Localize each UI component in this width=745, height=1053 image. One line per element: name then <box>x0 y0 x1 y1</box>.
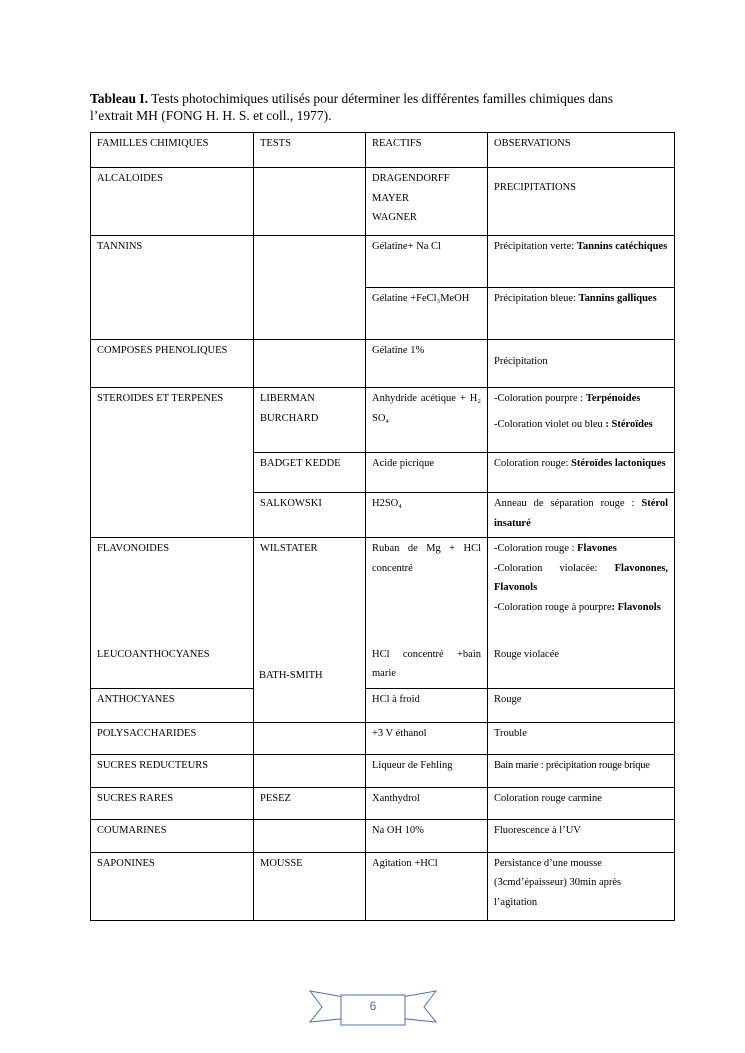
observation-cell: Rouge <box>488 688 675 722</box>
test-cell <box>254 168 366 236</box>
table-row <box>91 644 675 689</box>
observation-cell <box>488 388 675 453</box>
observation-line: (3cmd’épaisseur) 30min après <box>494 877 622 888</box>
test-cell <box>254 340 366 388</box>
table-row <box>91 168 675 236</box>
observation-cell: Coloration rouge carmine <box>488 787 675 819</box>
observation-text: -Coloration rouge : <box>494 543 578 554</box>
reactif-line: MAYER <box>372 192 409 204</box>
test-cell <box>254 754 366 787</box>
family-cell: SUCRES REDUCTEURS <box>91 754 254 787</box>
observation-result: Tannins catéchiques <box>576 241 668 252</box>
header-tests: TESTS <box>254 133 366 168</box>
observation-line: Persistance d’une mousse <box>494 857 602 869</box>
test-cell: SALKOWSKI <box>254 493 366 538</box>
observation-cell <box>488 453 675 493</box>
table-row <box>91 722 675 754</box>
test-cell: BADGET KEDDE <box>254 453 366 493</box>
observation-text: Précipitation bleue: <box>494 293 579 304</box>
observation-result: Stérol insaturé <box>494 498 668 529</box>
table-row <box>91 754 675 787</box>
reactif-cell: HCl à froid <box>366 688 488 722</box>
test-cell <box>254 236 366 340</box>
observation-cell: Trouble <box>488 722 675 754</box>
reactif-cell: Gélatine+ Na Cl <box>366 236 488 288</box>
observation-cell <box>488 538 675 644</box>
observation-cell <box>488 288 675 340</box>
caption-label: Tableau I. <box>90 91 149 106</box>
observation-text: Précipitation <box>494 356 548 367</box>
table-row <box>91 538 675 644</box>
test-cell: PESEZ <box>254 787 366 819</box>
observation-cell: Rouge violacée <box>488 644 675 689</box>
family-cell: ANTHOCYANES <box>91 688 254 722</box>
test-line: BURCHARD <box>260 412 319 424</box>
observation-text: -Coloration violacée: <box>494 562 615 574</box>
test-cell <box>254 722 366 754</box>
observation-cell <box>488 852 675 920</box>
observation-cell: Bain marie : précipitation rouge brique <box>488 754 675 787</box>
observation-cell <box>488 493 675 538</box>
caption-text: Tests photochimiques utilisés pour déterminer les différentes familles chimiques dans l’extrait MH (FONG H. H. S. et coll., 1977). <box>90 91 613 123</box>
observation-text: -Coloration rouge à pourpre <box>494 601 612 613</box>
header-reactifs: REACTIFS <box>366 133 488 168</box>
observation-text: PRECIPITATIONS <box>494 182 577 193</box>
reactif-cell: Xanthydrol <box>366 787 488 819</box>
reactif-cell: Liqueur de Fehling <box>366 754 488 787</box>
observation-line <box>494 539 668 559</box>
family-cell: POLYSACCHARIDES <box>91 722 254 754</box>
phytochemical-tests-table <box>90 132 675 921</box>
observation-result: : Flavonols <box>611 601 661 613</box>
observation-result: Stéroïdes lactoniques <box>571 458 666 469</box>
test-cell: WILSTATER <box>254 538 366 723</box>
reactif-line: WAGNER <box>372 212 417 223</box>
observation-result: Flavonones, Flavonols <box>494 562 668 593</box>
table-row <box>91 787 675 819</box>
observation-cell <box>488 340 675 388</box>
observation-result: : Stéroïdes <box>605 418 653 430</box>
observation-text: Anneau de séparation rouge : <box>494 498 642 509</box>
observation-line <box>494 559 668 598</box>
test-cell <box>254 388 366 453</box>
family-cell: FLAVONOIDES <box>91 538 254 644</box>
test-cell <box>254 819 366 852</box>
test-line: LIBERMAN <box>260 393 315 404</box>
reactif-cell: Na OH 10% <box>366 819 488 852</box>
family-cell: TANNINS <box>91 236 254 340</box>
family-cell: COUMARINES <box>91 819 254 852</box>
observation-result: Terpénoides <box>585 393 641 404</box>
table-row <box>91 340 675 388</box>
reactif-cell: Gélatine +FeCl₃MeOH <box>366 288 488 340</box>
page-number-badge <box>308 988 438 1028</box>
table-row <box>91 236 675 288</box>
table-row <box>91 819 675 852</box>
reactif-cell <box>366 168 488 236</box>
observation-cell <box>488 236 675 288</box>
observation-line <box>494 389 668 409</box>
header-row <box>91 133 675 168</box>
reactif-cell: HCl concentré +bain marie <box>366 644 488 689</box>
reactif-cell: +3 V éthanol <box>366 722 488 754</box>
observation-text: Précipitation verte: <box>494 241 577 252</box>
reactif-cell: Anhydride acétique + H₂ SO₄ <box>366 388 488 453</box>
observation-result: Tannins galliques <box>578 293 657 304</box>
test-cell: MOUSSE <box>254 852 366 920</box>
family-cell: SUCRES RARES <box>91 787 254 819</box>
reactif-line: DRAGENDORFF <box>372 173 450 184</box>
table-caption <box>90 90 650 124</box>
observation-text: -Coloration violet ou bleu <box>494 418 606 430</box>
table-row <box>91 688 675 722</box>
bath-smith-label: BATH-SMITH <box>259 670 323 681</box>
observation-line <box>494 415 668 435</box>
reactif-cell: Agitation +HCl <box>366 852 488 920</box>
reactif-cell: Gélatine 1% <box>366 340 488 388</box>
family-cell: COMPOSES PHENOLIQUES <box>91 340 254 388</box>
family-cell: LEUCOANTHOCYANES <box>91 644 254 689</box>
family-cell: STEROIDES ET TERPENES <box>91 388 254 538</box>
observation-text: -Coloration pourpre : <box>494 393 586 404</box>
observation-line: l’agitation <box>494 896 538 908</box>
observation-text: Coloration rouge: <box>494 458 571 469</box>
reactif-cell: Acide picrique <box>366 453 488 493</box>
observation-result: Flavones <box>577 543 617 554</box>
header-families: FAMILLES CHIMIQUES <box>91 133 254 168</box>
family-cell: ALCALOIDES <box>91 168 254 236</box>
table-row <box>91 852 675 920</box>
header-observations: OBSERVATIONS <box>488 133 675 168</box>
observation-cell: Fluorescence à l’UV <box>488 819 675 852</box>
reactif-cell: H2SO₄ <box>366 493 488 538</box>
observation-cell <box>488 168 675 236</box>
reactif-cell: Ruban de Mg + HCl concentré <box>366 538 488 644</box>
table-row <box>91 388 675 453</box>
family-cell: SAPONINES <box>91 852 254 920</box>
page-number: 6 <box>369 999 377 1013</box>
observation-line <box>494 598 668 618</box>
